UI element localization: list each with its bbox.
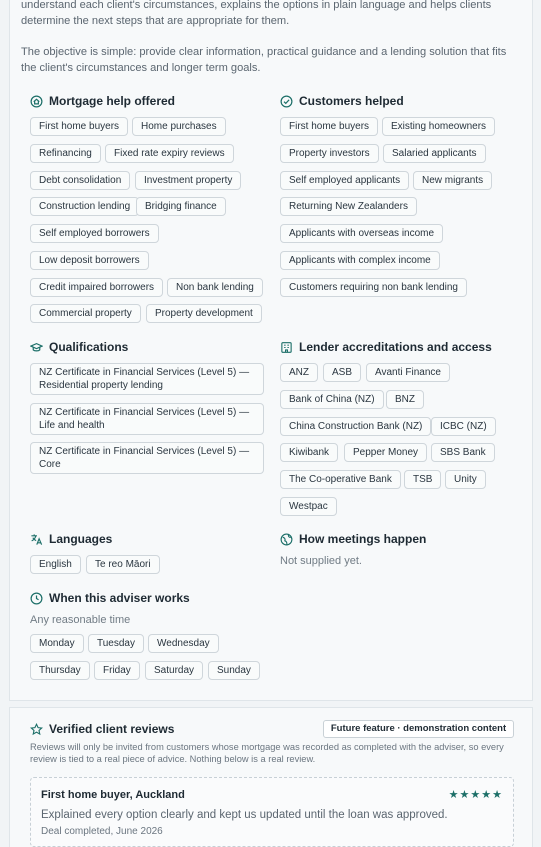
meetings-value: Not supplied yet. — [280, 555, 362, 567]
section-title: Customers helped — [299, 94, 404, 108]
availability-value: Any reasonable time — [30, 614, 131, 626]
star-icon: ★ — [448, 789, 459, 801]
section-title: Mortgage help offered — [49, 94, 176, 108]
chip: English — [30, 555, 81, 574]
chip: ASB — [323, 363, 361, 382]
star-icon: ★ — [459, 789, 470, 801]
section-title: When this adviser works — [49, 591, 190, 605]
chip: Fixed rate expiry reviews — [105, 144, 234, 163]
star-icon: ★ — [492, 789, 502, 801]
chip: Non bank lending — [167, 278, 263, 297]
chip: SBS Bank — [431, 443, 495, 462]
chip: Home purchases — [132, 117, 226, 136]
section-heading — [30, 93, 270, 109]
chip: Avanti Finance — [366, 363, 450, 382]
meetings-section — [280, 531, 520, 567]
globe-icon — [280, 533, 293, 546]
star-icon: ★ — [470, 789, 481, 801]
clock-icon — [30, 592, 43, 605]
chip: Salaried applicants — [383, 144, 486, 163]
chip: Investment property — [135, 171, 241, 190]
chip: Te reo Māori — [86, 555, 160, 574]
day-chip: Saturday — [145, 661, 203, 680]
chip: Property development — [146, 304, 262, 323]
section-title: Languages — [49, 532, 113, 546]
qualification-item: NZ Certificate in Financial Services (Level 5) — Core — [30, 442, 264, 474]
availability-section — [30, 590, 270, 676]
day-chip: Tuesday — [88, 634, 144, 653]
qualifications-section — [30, 339, 270, 470]
graduation-cap-icon — [30, 341, 43, 354]
chip: Applicants with overseas income — [280, 224, 443, 243]
chip: Self employed borrowers — [30, 224, 159, 243]
chip: ANZ — [280, 363, 318, 382]
chip: Construction lending — [30, 197, 139, 216]
customers-helped-section — [280, 93, 520, 293]
lender-accreditations-section — [280, 339, 520, 512]
section-heading — [280, 339, 520, 355]
review-date: Deal completed, June 2026 — [41, 826, 163, 837]
chip: Pepper Money — [344, 443, 427, 462]
chip: Debt consolidation — [30, 171, 130, 190]
section-heading — [30, 590, 270, 606]
chip: Unity — [445, 470, 486, 489]
chip: New migrants — [413, 171, 492, 190]
chip: Kiwibank — [280, 443, 338, 462]
chip: ICBC (NZ) — [431, 417, 496, 436]
chip: Credit impaired borrowers — [30, 278, 163, 297]
section-title: Qualifications — [49, 340, 129, 354]
chip: Westpac — [280, 497, 337, 516]
chip: Applicants with complex income — [280, 251, 440, 270]
section-heading — [280, 531, 520, 547]
translate-icon — [30, 533, 43, 546]
section-heading — [280, 93, 520, 109]
reviewer-name: First home buyer, Auckland — [41, 789, 185, 801]
review-quote: Explained every option clearly and kept us updated until the loan was approved. — [41, 809, 448, 821]
chip: Low deposit borrowers — [30, 251, 149, 270]
bank-icon — [280, 341, 293, 354]
day-chip: Thursday — [30, 661, 90, 680]
future-feature-badge: Future feature · demonstration content — [323, 720, 514, 738]
section-heading — [30, 339, 270, 355]
day-chip: Friday — [94, 661, 140, 680]
chip: TSB — [404, 470, 441, 489]
chip: Commercial property — [30, 304, 141, 323]
star-rating — [449, 789, 502, 801]
reviews-title: Verified client reviews — [49, 722, 175, 736]
chip: Bank of China (NZ) — [280, 390, 384, 409]
intro-paragraph-2: The objective is simple: provide clear information, practical guidance and a lending solution that fits the client's circumstances and longer term goals. — [21, 46, 507, 74]
chip: Self employed applicants — [280, 171, 409, 190]
check-circle-icon — [280, 95, 293, 108]
mortgage-icon — [30, 95, 43, 108]
chip: The Co-operative Bank — [280, 470, 401, 489]
chip: BNZ — [386, 390, 424, 409]
qualification-item: NZ Certificate in Financial Services (Level 5) — Life and health — [30, 403, 264, 435]
intro-paragraph-1: understand each client's circumstances, explains the options in plain language and helps clients determine the next steps that are appropriate for them. — [21, 0, 492, 27]
star-icon: ★ — [481, 789, 492, 801]
chip: Existing homeowners — [382, 117, 495, 136]
chip: Refinancing — [30, 144, 101, 163]
star-outline-icon — [30, 723, 43, 736]
chip: Returning New Zealanders — [280, 197, 417, 216]
reviews-note: Reviews will only be invited from customers whose mortgage was recorded as completed with the adviser, so every review is tied to a real piece of advice. Nothing below is a real review. — [30, 742, 504, 764]
qualification-item: NZ Certificate in Financial Services (Level 5) — Residential property lending — [30, 363, 264, 395]
day-chip: Sunday — [208, 661, 260, 680]
reviews-heading — [30, 722, 174, 736]
languages-section — [30, 531, 270, 570]
chip: Property investors — [280, 144, 379, 163]
chip: Customers requiring non bank lending — [280, 278, 467, 297]
mortgage-help-section — [30, 93, 270, 319]
section-heading — [30, 531, 270, 547]
day-chip: Wednesday — [148, 634, 219, 653]
day-chip: Monday — [30, 634, 84, 653]
review-item — [30, 777, 514, 847]
section-title: Lender accreditations and access — [299, 340, 492, 354]
chip: China Construction Bank (NZ) — [280, 417, 431, 436]
chip: First home buyers — [280, 117, 378, 136]
chip: Bridging finance — [136, 197, 226, 216]
chip: First home buyers — [30, 117, 128, 136]
section-title: How meetings happen — [299, 532, 427, 546]
